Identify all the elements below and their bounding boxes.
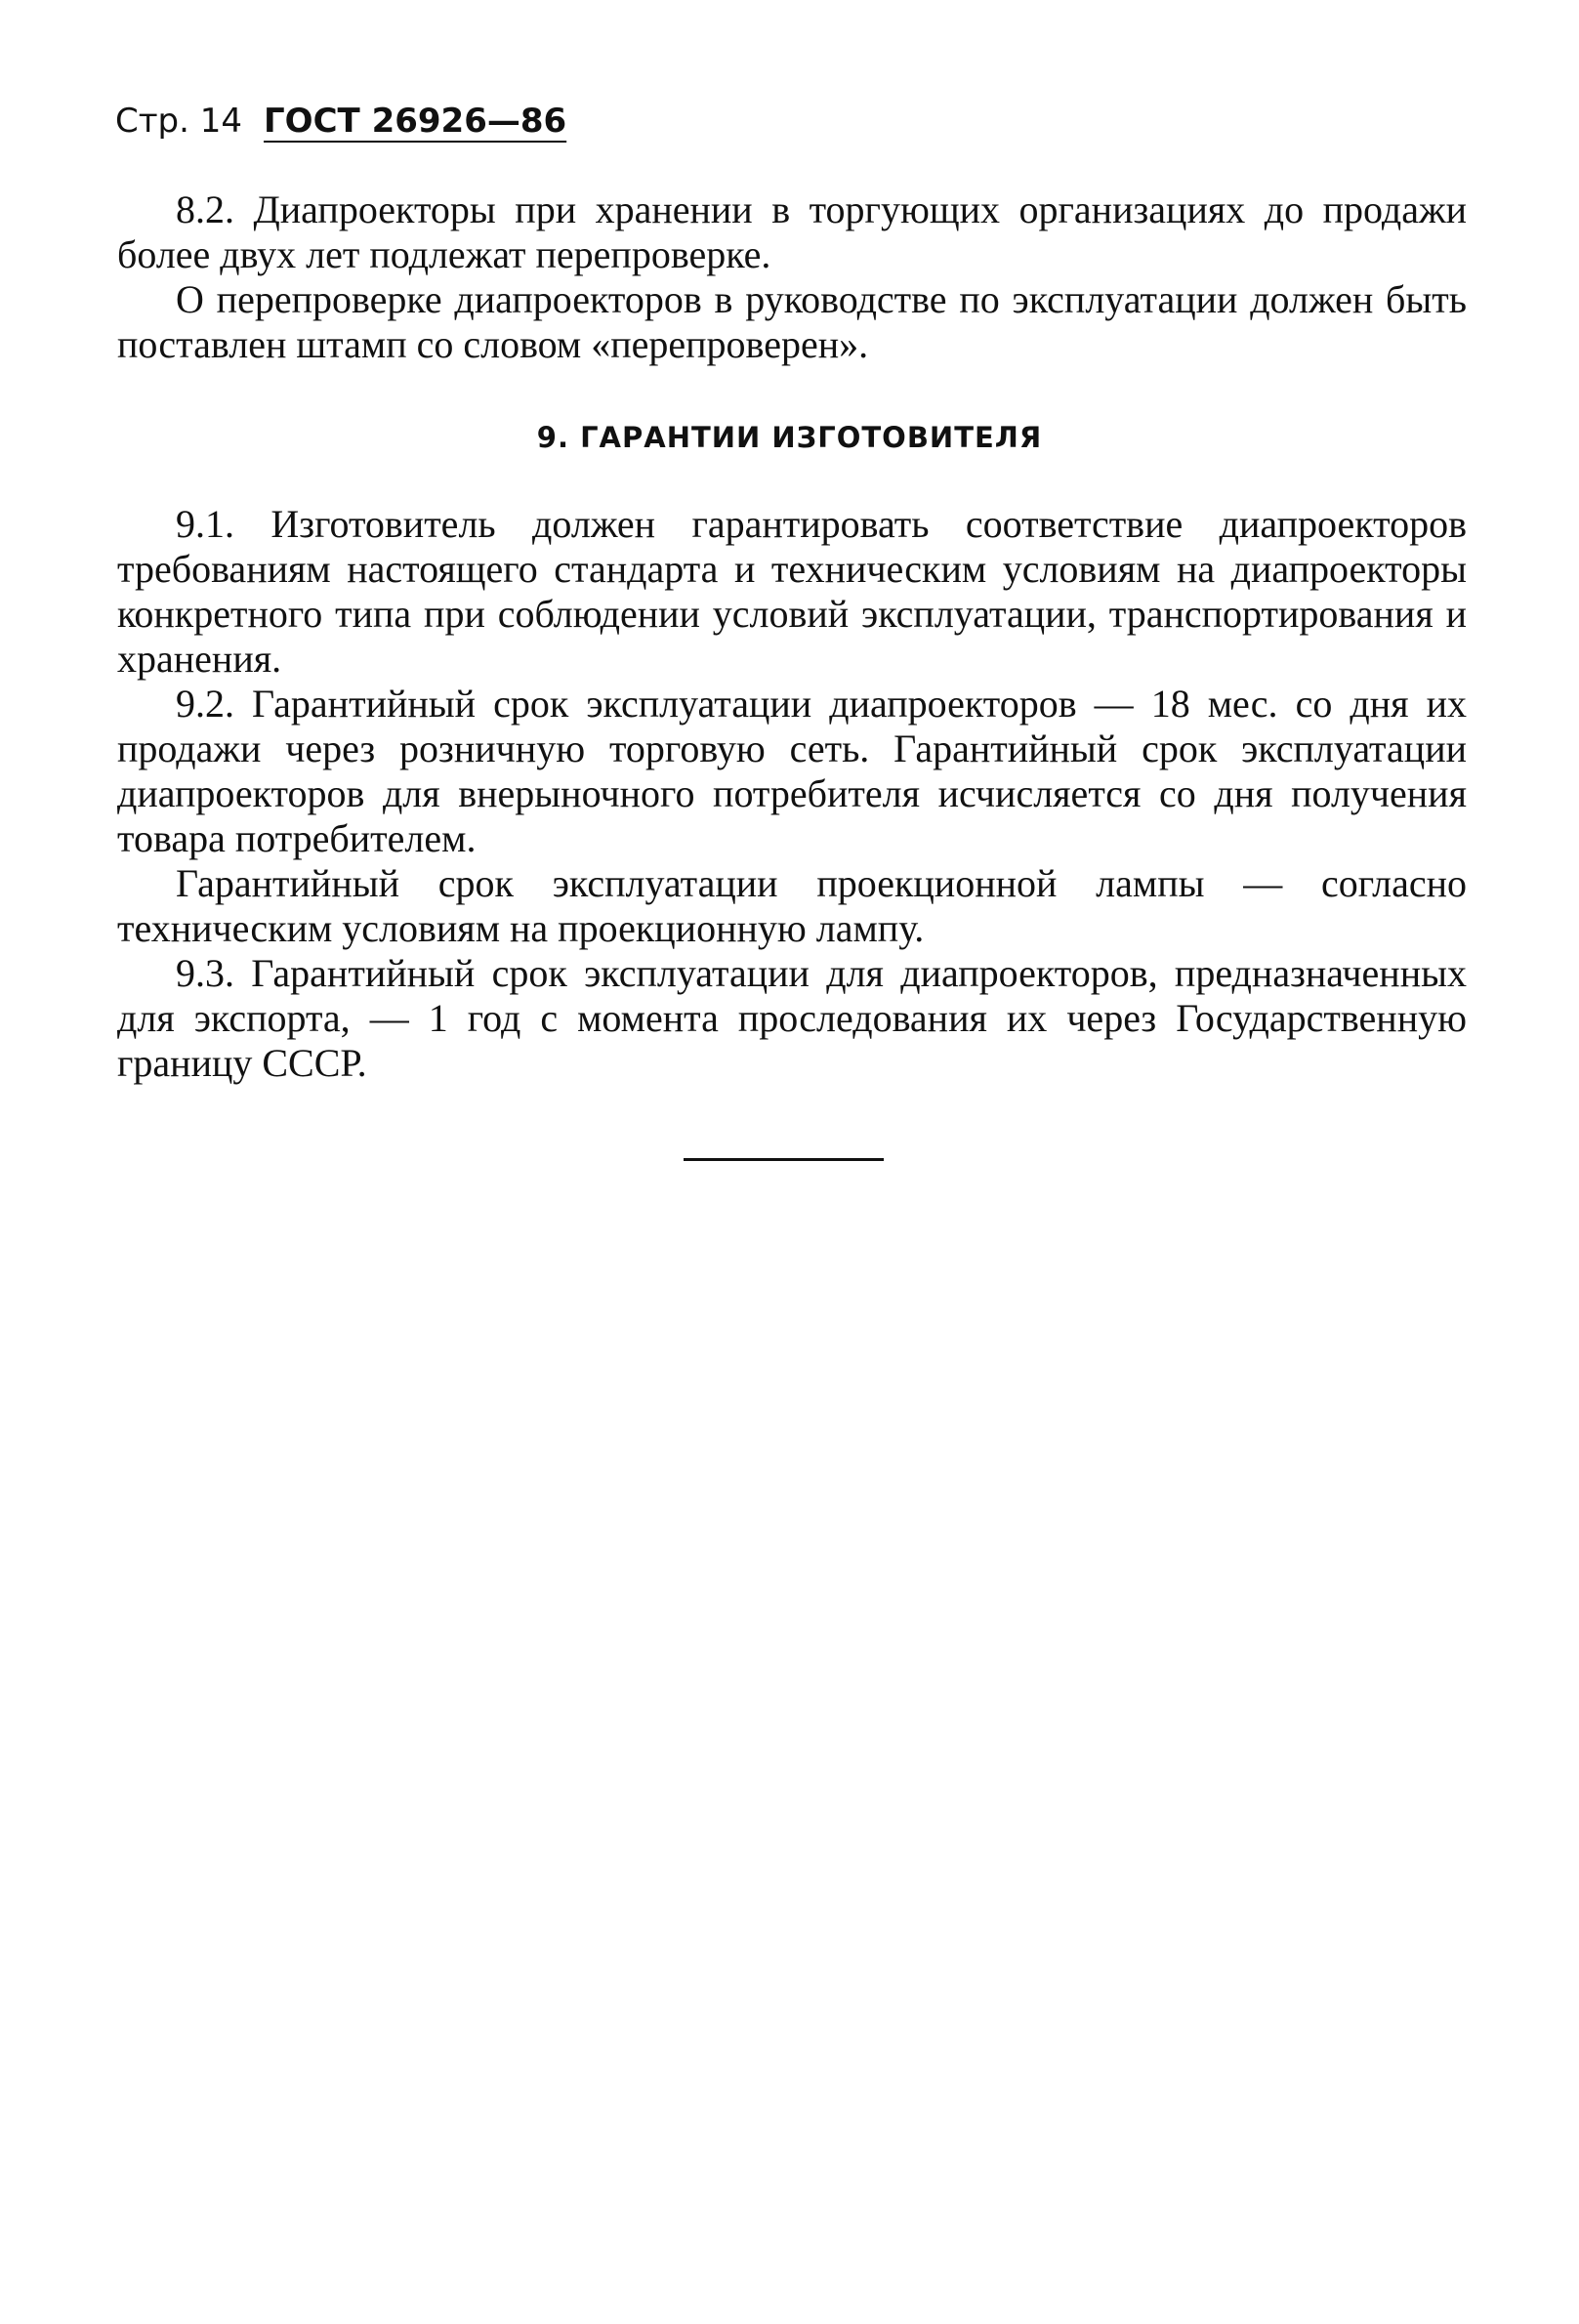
paragraph-8-2-note: О перепроверке диапроекторов в руководстве по эксплуатации должен быть поставлен штамп со словом «перепроверен». (117, 277, 1467, 366)
paragraph-9-3: 9.3. Гарантийный срок эксплуатации для диапроекторов, предназначенных для экспорта, — 1 год с момента проследования их через Государственную границу СССР. (117, 951, 1467, 1085)
section-9-text (117, 502, 1467, 1086)
standard-number: ГОСТ 26926—86 (264, 102, 567, 141)
section-9-heading: 9. ГАРАНТИИ ИЗГОТОВИТЕЛЯ (536, 421, 1043, 454)
page-number: Стр. 14 (115, 102, 243, 141)
end-divider (684, 1158, 884, 1161)
paragraph-8-2: 8.2. Диапроекторы при хранении в торгующих организациях до продажи более двух лет подлежат перепроверке. (117, 187, 1467, 276)
paragraph-9-2-lamp: Гарантийный срок эксплуатации проекционной лампы — согласно техническим условиям на проекционную лампу. (117, 861, 1467, 950)
section-8-text (117, 187, 1467, 367)
paragraph-9-1: 9.1. Изготовитель должен гарантировать соответствие диапроекторов требованиям настоящего стандарта и техническим условиям на диапроекторы конкретного типа при соблюдении условий эксплуатации, транспортирования и хранения. (117, 502, 1467, 681)
page-header (115, 102, 566, 141)
paragraph-9-2: 9.2. Гарантийный срок эксплуатации диапроекторов — 18 мес. со дня их продажи через розничную торговую сеть. Гарантийный срок эксплуатации диапроекторов для внерыночного потребителя исчисляется со дня получения товара потребителем. (117, 682, 1467, 860)
